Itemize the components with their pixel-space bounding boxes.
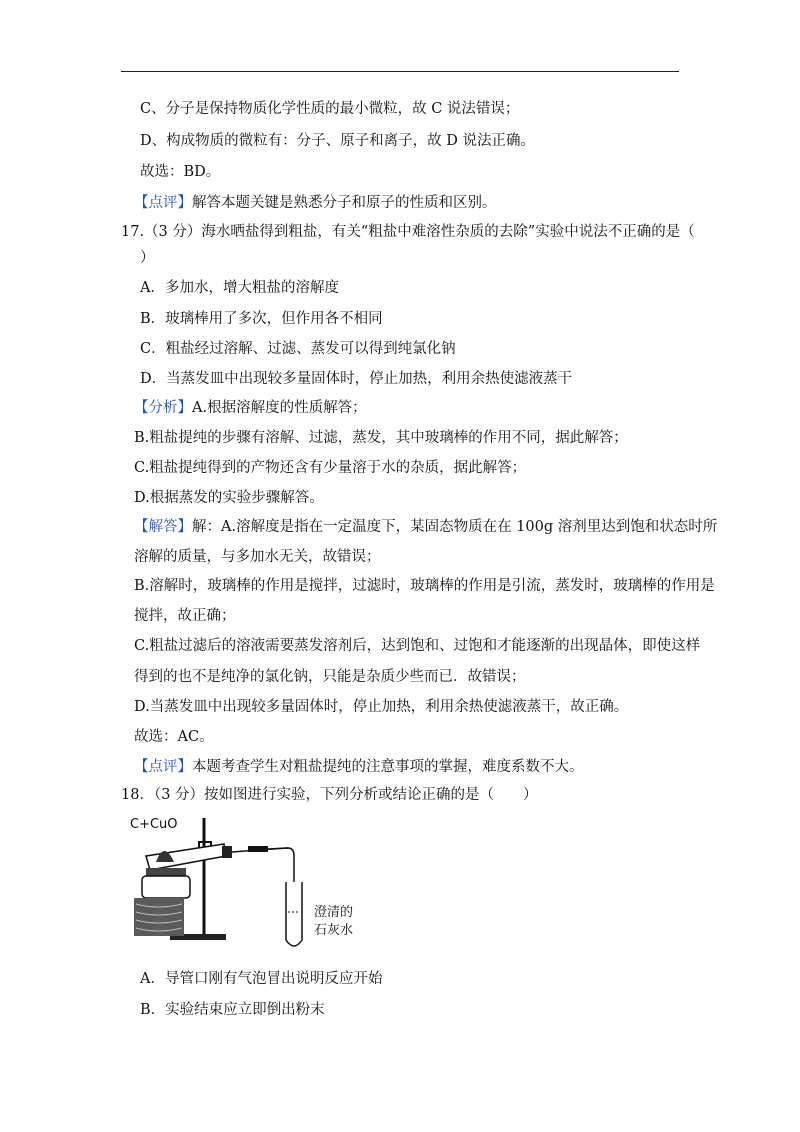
analysis-b: B.粗盐提纯的步骤有溶解、过滤，蒸发，其中玻璃棒的作用不同，据此解答； — [134, 430, 628, 446]
receiving-test-tube — [286, 882, 302, 946]
rubber-connector — [248, 846, 268, 852]
comment-q16 — [134, 193, 497, 213]
answer-q16: 故选：BD。 — [140, 164, 221, 180]
question-18-option-b: B．实验结束应立即倒出粉末 — [140, 1002, 325, 1018]
question-17-option-a: A．多加水，增大粗盐的溶解度 — [140, 280, 339, 296]
answer-q17: 故选：AC。 — [134, 729, 214, 745]
comment-text: 本题考查学生对粗盐提纯的注意事项的掌握，难度系数不大。 — [192, 759, 584, 775]
wood-block — [134, 898, 184, 936]
solution-c-line2: 得到的也不是纯净的氯化钠，只能是杂质少些而已．故错误； — [134, 669, 526, 685]
comment-tag: 【点评】 — [134, 195, 192, 211]
header-rule — [121, 71, 679, 72]
question-17-stem: 17.（3 分）海水晒盐得到粗盐，有关“粗盐中难溶性杂质的去除”实验中说法不正确的是（ — [121, 224, 695, 240]
solution-d: D.当蒸发皿中出现较多量固体时，停止加热，利用余热使滤液蒸干，故正确。 — [134, 699, 629, 715]
lamp-cap — [146, 868, 186, 876]
comment-q17 — [134, 757, 584, 777]
solution-a-line2: 溶解的质量，与多加水无关，故错误； — [134, 549, 381, 565]
limewater-label-1: 澄清的 — [314, 905, 354, 920]
analysis-d: D.根据蒸发的实验步骤解答。 — [134, 490, 324, 506]
option-c-q16: C、分子是保持物质化学性质的最小微粒，故 C 说法错误； — [140, 101, 520, 117]
comment-text: 解答本题关键是熟悉分子和原子的性质和区别。 — [192, 195, 497, 211]
solution-a-line1 — [134, 517, 717, 537]
option-d-q16: D、构成物质的微粒有：分子、原子和离子，故 D 说法正确。 — [140, 133, 535, 149]
question-18-option-a: A．导管口刚有气泡冒出说明反应开始 — [140, 971, 383, 987]
comment-tag: 【点评】 — [134, 759, 192, 775]
solution-a-text: 解：A.溶解度是指在一定温度下，某固态物质在在 100g 溶剂里达到饱和状态时所 — [192, 519, 718, 535]
analysis-a — [134, 398, 367, 418]
experiment-apparatus-diagram — [128, 812, 364, 952]
solution-tag: 【解答】 — [134, 519, 192, 535]
question-18-stem: 18．（3 分）按如图进行实验，下列分析或结论正确的是（ ） — [121, 787, 538, 803]
lamp-body — [142, 876, 190, 898]
analysis-tag: 【分析】 — [134, 400, 192, 416]
reactants-label: C+CuO — [130, 817, 178, 832]
question-17-option-c: C．粗盐经过溶解、过滤、蒸发可以得到纯氯化钠 — [140, 341, 456, 357]
question-17-close: ） — [140, 250, 155, 266]
limewater-label-2: 石灰水 — [314, 923, 354, 938]
question-17-option-d: D．当蒸发皿中出现较多量固体时，停止加热，利用余热使滤液蒸干 — [140, 371, 573, 387]
analysis-a-text: A.根据溶解度的性质解答； — [192, 400, 367, 416]
stopper — [222, 846, 232, 858]
solution-c-line1: C.粗盐过滤后的溶液需要蒸发溶剂后，达到饱和、过饱和才能逐渐的出现晶体，即使这样 — [134, 638, 701, 654]
test-tube — [146, 844, 226, 870]
question-17-option-b: B．玻璃棒用了多次，但作用各不相同 — [140, 311, 383, 327]
analysis-c: C.粗盐提纯得到的产物还含有少量溶于水的杂质，据此解答； — [134, 460, 527, 476]
solution-b-line1: B.溶解时，玻璃棒的作用是搅拌，过滤时，玻璃棒的作用是引流，蒸发时，玻璃棒的作用是 — [134, 578, 715, 594]
solution-b-line2: 搅拌，故正确； — [134, 608, 236, 624]
